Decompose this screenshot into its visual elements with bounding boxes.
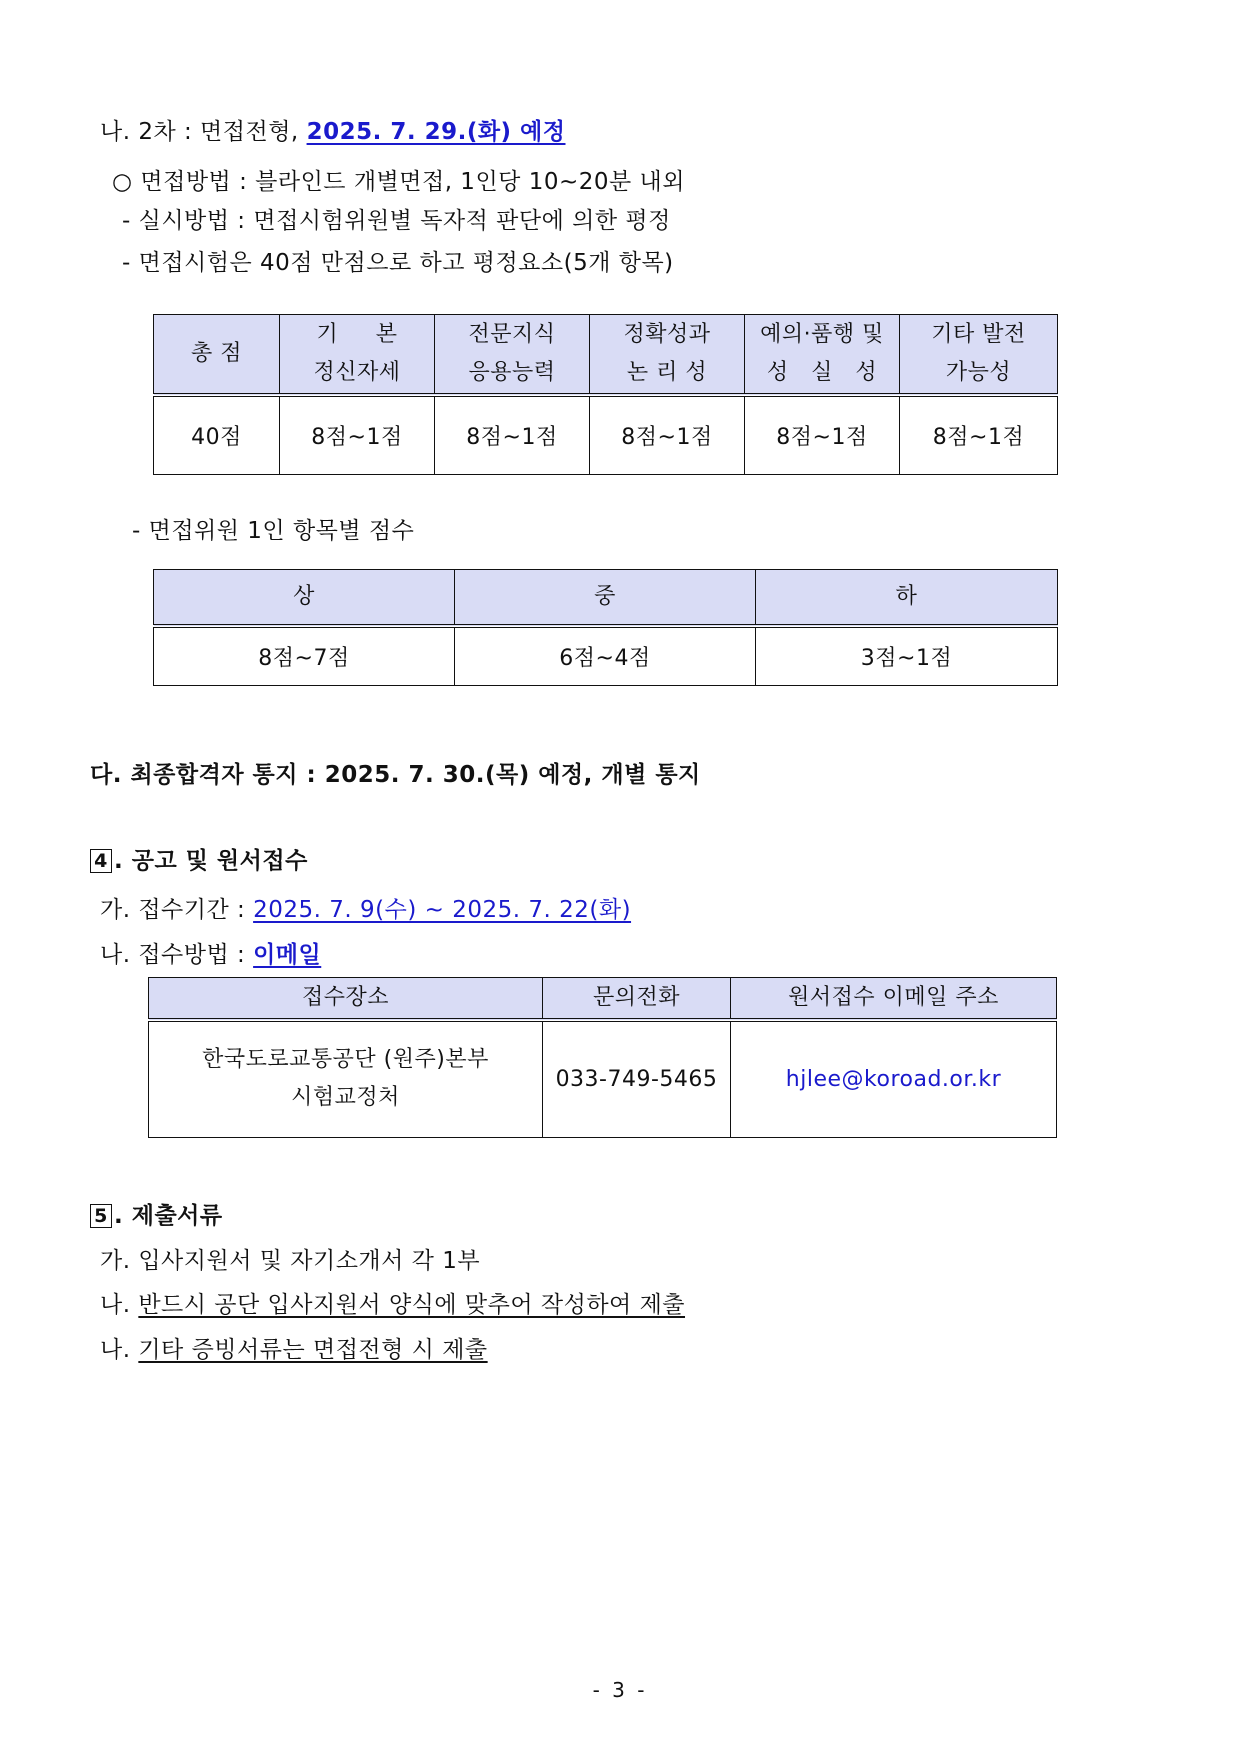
table-cell: 8점~1점 — [900, 395, 1058, 475]
table-cell: 8점~1점 — [745, 395, 900, 475]
item-text: 기타 증빙서류는 면접전형 시 제출 — [138, 1337, 488, 1363]
final-notice: 다. 최종합격자 통지 : 2025. 7. 30.(목) 예정, 개별 통지 — [90, 762, 701, 788]
document-item-3 — [100, 1331, 488, 1364]
table-cell: 8점~1점 — [280, 395, 435, 475]
section-4-heading — [90, 842, 308, 875]
per-member-score-label: - 면접위원 1인 항목별 점수 — [132, 518, 415, 544]
header-place: 접수장소 — [149, 978, 543, 1020]
application-period-line — [100, 891, 631, 924]
grade-table-header-row — [154, 570, 1058, 626]
header-phone: 문의전화 — [543, 978, 731, 1020]
header-manners: 예의·품행 및 성 실 성 — [745, 315, 900, 395]
grade-table — [153, 569, 1058, 686]
application-period-label: 가. 접수기간 : — [100, 897, 254, 923]
item-prefix: 나. — [100, 1292, 139, 1318]
contact-table-header-row — [149, 978, 1057, 1020]
header-accuracy: 정확성과 논 리 성 — [590, 315, 745, 395]
section-number-box: 5 — [90, 1204, 112, 1228]
execution-method: - 실시방법 : 면접시험위원별 독자적 판단에 의한 평정 — [122, 208, 671, 234]
application-method: 이메일 — [253, 942, 322, 968]
table-cell: 8점~1점 — [435, 395, 590, 475]
header-potential: 기타 발전 가능성 — [900, 315, 1058, 395]
document-item-2 — [100, 1286, 685, 1319]
section-4-title: . 공고 및 원서접수 — [114, 848, 308, 874]
grade-table-value-row — [154, 626, 1058, 686]
header-high: 상 — [154, 570, 455, 626]
section-5-title: . 제출서류 — [114, 1203, 223, 1229]
section-number-box: 4 — [90, 849, 112, 873]
interview-method-line — [112, 163, 685, 196]
table-cell: 6점~4점 — [455, 626, 756, 686]
interview-schedule-line — [100, 113, 566, 146]
section-5-heading — [90, 1197, 223, 1230]
score-table-value-row — [154, 395, 1058, 475]
item-text: 반드시 공단 입사지원서 양식에 맞추어 작성하여 제출 — [138, 1292, 686, 1318]
circle-bullet-icon: ○ — [112, 169, 133, 195]
header-basic-attitude: 기 본 정신자세 — [280, 315, 435, 395]
score-table — [153, 314, 1058, 475]
interview-method: 면접방법 : 블라인드 개별면접, 1인당 10~20분 내외 — [140, 169, 685, 195]
contact-table-row — [149, 1020, 1057, 1138]
contact-phone: 033-749-5465 — [543, 1020, 731, 1138]
header-email: 원서접수 이메일 주소 — [731, 978, 1057, 1020]
interview-schedule-label: 나. 2차 : 면접전형, — [100, 119, 307, 145]
table-cell: 8점~1점 — [590, 395, 745, 475]
document-item-1: 가. 입사지원서 및 자기소개서 각 1부 — [100, 1248, 481, 1274]
item-prefix: 나. — [100, 1337, 139, 1363]
application-period: 2025. 7. 9(수) ~ 2025. 7. 22(화) — [253, 897, 632, 923]
application-method-line — [100, 936, 321, 969]
table-cell: 3점~1점 — [756, 626, 1058, 686]
contact-email-link[interactable]: hjlee@koroad.or.kr — [731, 1020, 1057, 1138]
application-method-label: 나. 접수방법 : — [100, 942, 254, 968]
table-cell: 40점 — [154, 395, 280, 475]
score-table-header-row — [154, 315, 1058, 395]
page-number: - 3 - — [592, 1678, 648, 1702]
header-expertise: 전문지식 응용능력 — [435, 315, 590, 395]
header-total: 총 점 — [154, 315, 280, 395]
score-description: - 면접시험은 40점 만점으로 하고 평정요소(5개 항목) — [122, 250, 674, 276]
contact-table — [148, 977, 1057, 1138]
contact-place: 한국도로교통공단 (원주)본부 시험교정처 — [149, 1020, 543, 1138]
header-mid: 중 — [455, 570, 756, 626]
interview-date: 2025. 7. 29.(화) 예정 — [306, 119, 566, 145]
table-cell: 8점~7점 — [154, 626, 455, 686]
header-low: 하 — [756, 570, 1058, 626]
